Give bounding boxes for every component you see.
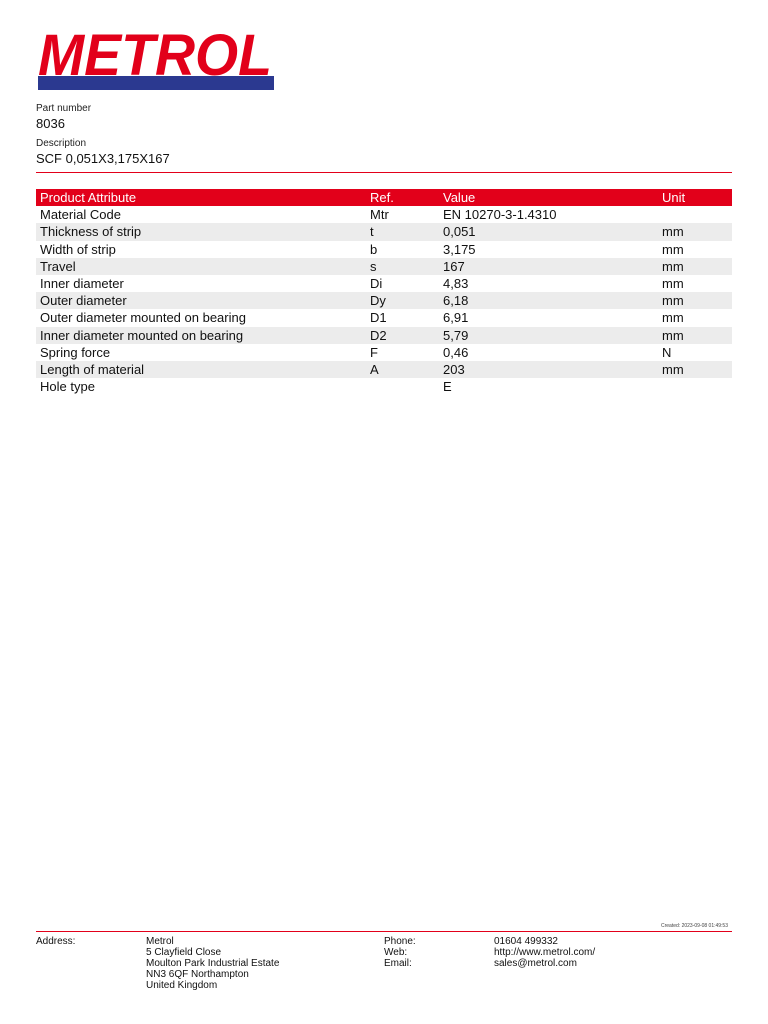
table-row [36,258,732,275]
address-line: 5 Clayfield Close [146,947,222,958]
web-label: Web: [384,947,408,958]
attributes-table [36,189,732,395]
created-timestamp: Created: 2023-09-08 01:49:53 [661,923,728,929]
address-block [146,936,279,991]
contact-values [494,936,595,969]
address-label: Address: [36,936,76,947]
cell-value: 167 [439,258,658,275]
cell-unit: mm [658,292,732,309]
address-line: United Kingdom [146,980,218,991]
cell-unit: mm [658,258,732,275]
web-link[interactable]: http://www.metrol.com/ [494,947,596,958]
cell-value: 5,79 [439,327,658,344]
cell-ref: Dy [366,292,439,309]
cell-value: 6,91 [443,310,469,326]
cell-unit: mm [662,241,684,257]
cell-attribute: Outer diameter [36,292,366,309]
address-line: Metrol [146,936,174,947]
cell-value: 4,83 [443,276,469,292]
table-row [36,241,732,258]
table-row [36,344,732,361]
cell-ref: A [366,361,439,378]
cell-attribute: Hole type [40,379,95,395]
header-ref: Ref. [366,189,439,206]
email-label: Email: [384,958,412,969]
cell-ref: t [366,223,439,240]
cell-unit: N [662,344,672,360]
address-line: Moulton Park Industrial Estate [146,958,280,969]
table-header-row [36,189,732,206]
cell-attribute: Inner diameter [40,276,124,292]
header-product-attribute: Product Attribute [36,189,366,206]
cell-ref: s [366,258,439,275]
cell-unit: mm [662,276,684,292]
cell-ref: D2 [366,327,439,344]
cell-unit [658,378,732,395]
cell-attribute: Width of strip [40,241,116,257]
table-row [36,361,732,378]
table-row [36,378,732,395]
description-label: Description [36,138,87,149]
cell-value: 6,18 [439,292,658,309]
metrol-logo [36,28,276,92]
cell-unit: mm [662,310,684,326]
cell-ref: b [370,241,378,257]
table-row [36,327,732,344]
cell-value: EN 10270-3-1.4310 [443,207,557,223]
cell-unit: mm [658,327,732,344]
cell-value: E [443,379,452,395]
header-value: Value [439,189,658,206]
phone-value: 01604 499332 [494,936,558,947]
cell-value: 203 [439,361,658,378]
phone-label: Phone: [384,936,416,947]
header-unit: Unit [658,189,732,206]
cell-attribute: Travel [36,258,366,275]
cell-attribute: Outer diameter mounted on bearing [40,310,246,326]
cell-value: 0,051 [439,223,658,240]
table-row [36,275,732,292]
table-row [36,206,732,223]
cell-unit: mm [658,361,732,378]
table-row [36,309,732,326]
address-line: NN3 6QF Northampton [146,969,249,980]
cell-attribute: Length of material [36,361,366,378]
email-link[interactable]: sales@metrol.com [494,958,577,969]
cell-attribute: Material Code [40,207,121,223]
cell-unit [658,206,732,223]
cell-ref [366,378,439,395]
cell-ref: F [370,344,378,360]
cell-value: 3,175 [443,241,476,257]
cell-ref: Di [370,276,383,292]
cell-ref: D1 [370,310,387,326]
part-number-label: Part number [36,103,92,114]
cell-attribute: Spring force [40,344,111,360]
table-row [36,223,732,240]
table-row [36,292,732,309]
cell-unit: mm [658,223,732,240]
description-value: SCF 0,051X3,175X167 [36,151,170,166]
part-number-value: 8036 [36,116,65,131]
header-divider [36,172,732,173]
cell-ref: Mtr [370,207,389,223]
footer-divider [36,931,732,932]
cell-value: 0,46 [443,344,469,360]
logo-wordmark: METROL [38,28,272,88]
contact-labels [384,936,416,969]
cell-attribute: Inner diameter mounted on bearing [36,327,366,344]
cell-attribute: Thickness of strip [36,223,366,240]
